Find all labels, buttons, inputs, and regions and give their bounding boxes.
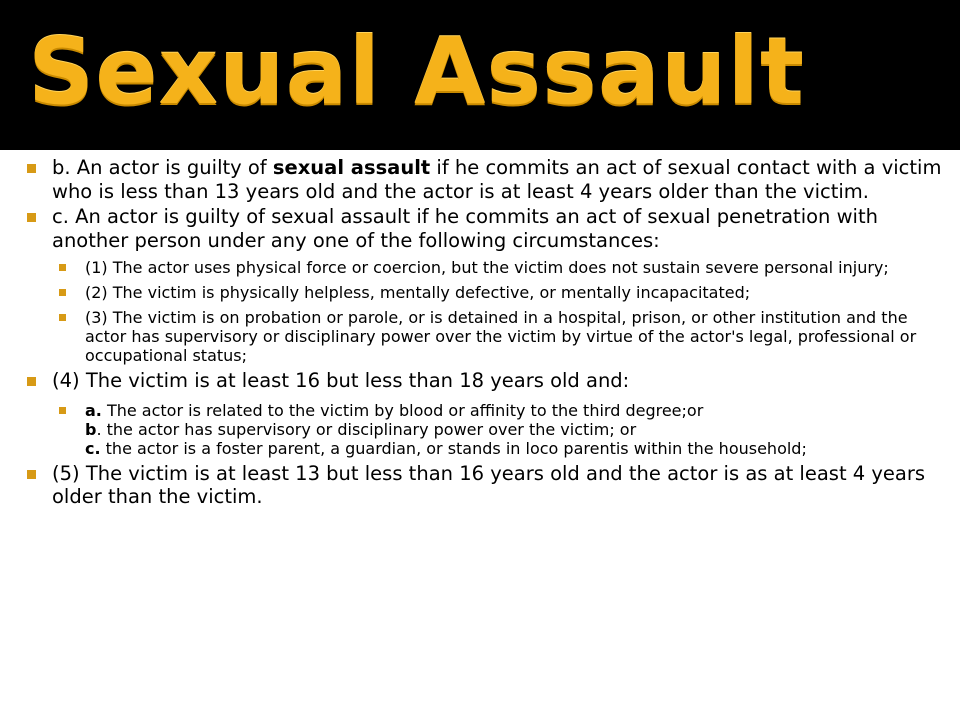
slide-content: [22, 156, 947, 511]
list-item: [22, 156, 947, 203]
square-bullet-icon: [59, 264, 66, 271]
item-4c-line: c. the actor is a foster parent, a guardian, or stands in loco parentis within the household;: [85, 438, 807, 458]
item-c3-text: (3) The victim is on probation or parole, or is detained in a hospital, prison, or other institution and the actor has supervisory or disciplinary power over the victim by virtue of the actor's legal, professional or occupational status;: [85, 308, 917, 365]
list-item: [22, 462, 947, 509]
square-bullet-icon: [27, 164, 36, 173]
sub-list-item: [22, 308, 947, 365]
square-bullet-icon: [59, 289, 66, 296]
item-4-text: (4) The victim is at least 16 but less than 18 years old and:: [52, 369, 630, 392]
item-4a-line: a. The actor is related to the victim by blood or affinity to the third degree;or: [85, 400, 704, 420]
sub-list-item: [22, 401, 947, 458]
square-bullet-icon: [59, 407, 66, 414]
square-bullet-icon: [27, 470, 36, 479]
slide-title: Sexual Assault: [28, 18, 805, 125]
item-c1-text: (1) The actor uses physical force or coercion, but the victim does not sustain severe personal injury;: [85, 258, 889, 277]
item-c2-text: (2) The victim is physically helpless, mentally defective, or mentally incapacitated;: [85, 283, 751, 302]
square-bullet-icon: [27, 213, 36, 222]
emphasis-text: sexual assault: [272, 156, 431, 179]
item-5-text: (5) The victim is at least 13 but less than 16 years old and the actor is as at least 4 years older than the victim.: [52, 461, 926, 508]
list-item: [22, 205, 947, 252]
square-bullet-icon: [27, 377, 36, 386]
item-4b-line: b. the actor has supervisory or disciplinary power over the victim; or: [85, 419, 637, 439]
list-item: [22, 369, 947, 393]
item-b-text: b. An actor is guilty of sexual assault if he commits an act of sexual contact with a victim who is less than 13 years old and the actor is at least 4 years older than the victim.: [52, 156, 942, 203]
square-bullet-icon: [59, 314, 66, 321]
sub-list-item: [22, 258, 947, 277]
item-c-text: c. An actor is guilty of sexual assault if he commits an act of sexual penetration with another person under any one of the following circumstances:: [52, 205, 878, 252]
sub-list-item: [22, 283, 947, 302]
